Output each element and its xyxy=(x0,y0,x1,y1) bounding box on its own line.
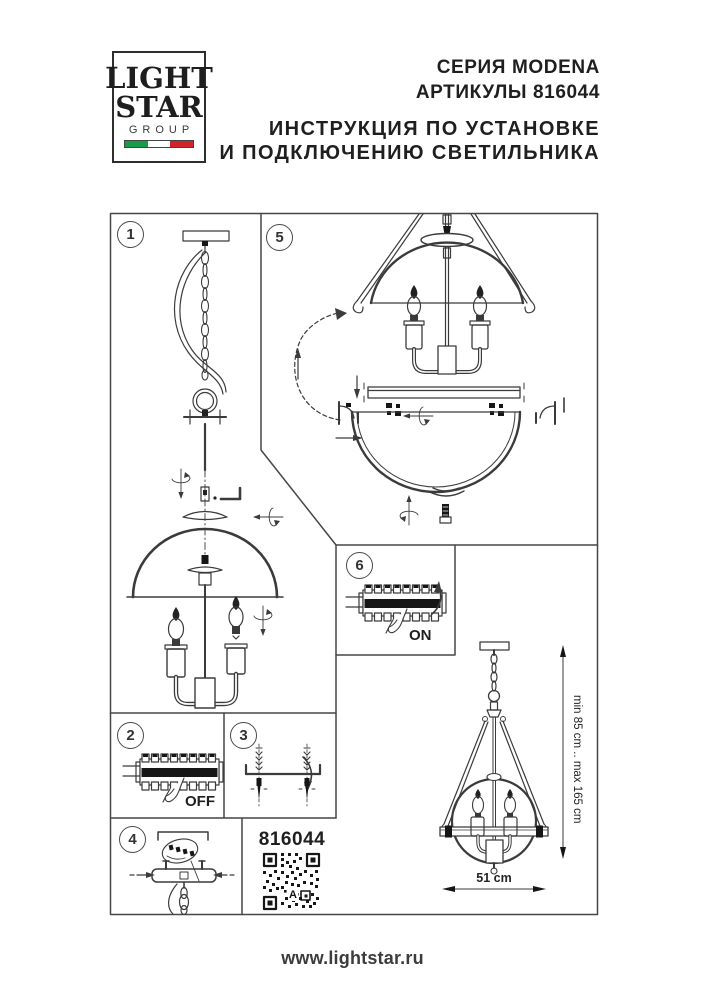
qr-letter: A xyxy=(289,889,297,901)
fixture-dimension-drawing xyxy=(440,642,566,892)
article-number-label: 816044 xyxy=(258,829,326,850)
step-2-badge: 2 xyxy=(117,722,144,749)
step-5-badge: 5 xyxy=(266,224,293,251)
step-3-badge: 3 xyxy=(230,722,257,749)
logo-star: STAR xyxy=(115,90,203,124)
width-dimension-label: 51 cm xyxy=(476,871,512,885)
panel-4-drawing xyxy=(130,832,234,915)
articles-line: АРТИКУЛЫ 816044 xyxy=(415,82,600,103)
panel-5-drawing xyxy=(295,214,564,525)
logo-light: LIGHT xyxy=(105,61,213,95)
step-6-badge: 6 xyxy=(346,552,373,579)
panel-6-drawing xyxy=(346,581,446,633)
series-line: СЕРИЯ MODENA xyxy=(436,57,600,78)
instruction-line2: И ПОДКЛЮЧЕНИЮ СВЕТИЛЬНИКА xyxy=(219,142,600,164)
website-link[interactable]: www.lightstar.ru xyxy=(281,948,424,968)
panel-2-drawing xyxy=(123,754,312,802)
logo-group: GROUP xyxy=(128,124,195,136)
panel-3-drawing xyxy=(246,744,320,806)
off-label: OFF xyxy=(185,793,215,810)
on-label: ON xyxy=(409,627,432,644)
panel-1-drawing xyxy=(127,231,283,708)
height-dimension-label: min 85 cm .. max 165 cm xyxy=(571,695,583,824)
instruction-line1: ИНСТРУКЦИЯ ПО УСТАНОВКЕ xyxy=(268,118,600,140)
step-1-badge: 1 xyxy=(117,221,144,248)
step-4-badge: 4 xyxy=(119,826,146,853)
